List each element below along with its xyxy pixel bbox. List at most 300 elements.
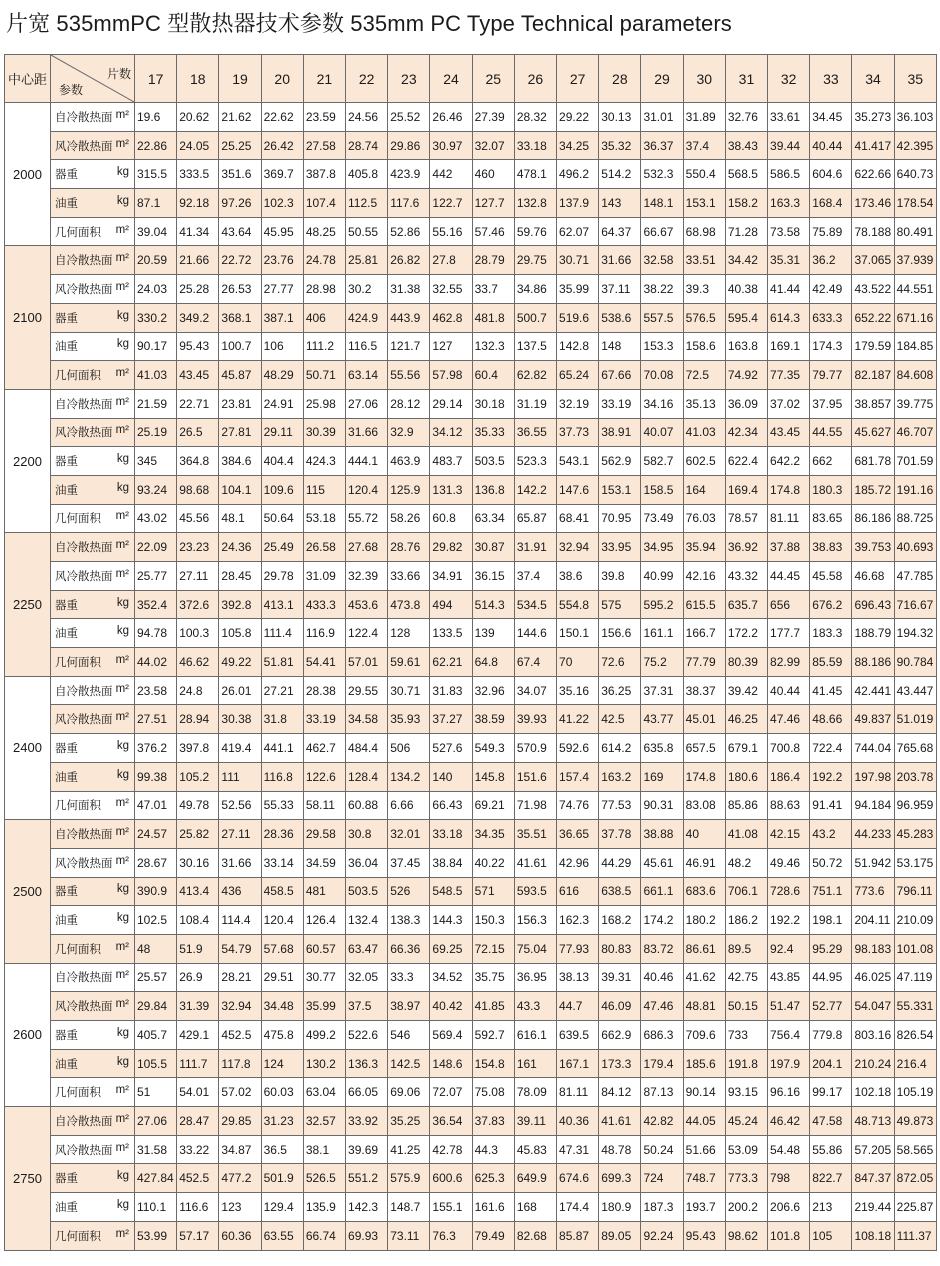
- value-cell: 36.54: [430, 1107, 472, 1136]
- param-unit: m²: [115, 1112, 129, 1125]
- table-row: [5, 475, 937, 504]
- value-cell: 53.175: [894, 848, 936, 877]
- value-cell: 33.3: [388, 963, 430, 992]
- value-cell: 41.22: [557, 705, 599, 734]
- value-cell: 20.59: [135, 246, 177, 275]
- value-cell: 462.8: [430, 303, 472, 332]
- value-cell: 163.2: [599, 762, 641, 791]
- value-cell: 158.2: [725, 189, 767, 218]
- value-cell: 107.4: [303, 189, 345, 218]
- value-cell: 39.31: [599, 963, 641, 992]
- param-unit: kg: [116, 309, 129, 322]
- param-unit: m²: [115, 108, 129, 121]
- param-unit: m²: [115, 223, 129, 236]
- value-cell: 48.81: [683, 992, 725, 1021]
- value-cell: 88.63: [768, 791, 810, 820]
- value-cell: 163.8: [725, 332, 767, 361]
- value-cell: 33.66: [388, 562, 430, 591]
- value-cell: 25.49: [261, 533, 303, 562]
- value-cell: 191.16: [894, 475, 936, 504]
- value-cell: 40.44: [768, 676, 810, 705]
- value-cell: 55.33: [261, 791, 303, 820]
- value-cell: 137.5: [514, 332, 556, 361]
- value-cell: 69.25: [430, 934, 472, 963]
- param-name: 风冷散热面: [55, 140, 113, 153]
- value-cell: 592.6: [557, 734, 599, 763]
- value-cell: 592.7: [472, 1021, 514, 1050]
- pieces-column-header: 24: [430, 55, 472, 103]
- value-cell: 50.24: [641, 1135, 683, 1164]
- value-cell: 70.08: [641, 361, 683, 390]
- value-cell: 38.43: [725, 131, 767, 160]
- value-cell: 36.37: [641, 131, 683, 160]
- pieces-column-header: 31: [725, 55, 767, 103]
- center-distance-cell: 2600: [5, 963, 51, 1106]
- value-cell: 63.14: [346, 361, 388, 390]
- value-cell: 32.39: [346, 562, 388, 591]
- value-cell: 204.1: [810, 1049, 852, 1078]
- value-cell: 57.68: [261, 934, 303, 963]
- value-cell: 82.187: [852, 361, 894, 390]
- param-cell: [51, 475, 135, 504]
- value-cell: 110.1: [135, 1193, 177, 1222]
- value-cell: 43.32: [725, 562, 767, 591]
- param-name: 器重: [55, 1173, 78, 1186]
- pieces-column-header: 21: [303, 55, 345, 103]
- value-cell: 33.92: [346, 1107, 388, 1136]
- value-cell: 63.55: [261, 1221, 303, 1250]
- value-cell: 187.3: [641, 1193, 683, 1222]
- value-cell: 41.08: [725, 820, 767, 849]
- value-cell: 111: [219, 762, 261, 791]
- param-cell: [51, 934, 135, 963]
- value-cell: 24.91: [261, 389, 303, 418]
- value-cell: 121.7: [388, 332, 430, 361]
- value-cell: 37.939: [894, 246, 936, 275]
- table-row: [5, 619, 937, 648]
- value-cell: 20.62: [177, 103, 219, 132]
- value-cell: 45.87: [219, 361, 261, 390]
- table-row: [5, 992, 937, 1021]
- value-cell: 87.13: [641, 1078, 683, 1107]
- value-cell: 37.4: [683, 131, 725, 160]
- value-cell: 185.6: [683, 1049, 725, 1078]
- param-unit: kg: [116, 338, 129, 351]
- value-cell: 198.1: [810, 906, 852, 935]
- value-cell: 45.24: [725, 1107, 767, 1136]
- value-cell: 657.5: [683, 734, 725, 763]
- value-cell: 29.58: [303, 820, 345, 849]
- pieces-column-header: 33: [810, 55, 852, 103]
- value-cell: 32.96: [472, 676, 514, 705]
- value-cell: 548.5: [430, 877, 472, 906]
- value-cell: 773.3: [725, 1164, 767, 1193]
- param-name: 几何面积: [55, 226, 101, 239]
- value-cell: 406: [303, 303, 345, 332]
- value-cell: 49.78: [177, 791, 219, 820]
- param-name: 器重: [55, 886, 78, 899]
- value-cell: 526: [388, 877, 430, 906]
- value-cell: 453.6: [346, 590, 388, 619]
- value-cell: 24.57: [135, 820, 177, 849]
- value-cell: 74.92: [725, 361, 767, 390]
- value-cell: 49.873: [894, 1107, 936, 1136]
- value-cell: 42.49: [810, 275, 852, 304]
- value-cell: 31.89: [683, 103, 725, 132]
- value-cell: 148.6: [430, 1049, 472, 1078]
- value-cell: 33.19: [599, 389, 641, 418]
- table-row: [5, 1135, 937, 1164]
- value-cell: 142.5: [388, 1049, 430, 1078]
- value-cell: 748.7: [683, 1164, 725, 1193]
- value-cell: 206.6: [768, 1193, 810, 1222]
- value-cell: 153.1: [599, 475, 641, 504]
- value-cell: 47.31: [557, 1135, 599, 1164]
- value-cell: 35.32: [599, 131, 641, 160]
- param-unit: m²: [115, 137, 129, 150]
- value-cell: 733: [725, 1021, 767, 1050]
- param-name: 几何面积: [55, 943, 101, 956]
- value-cell: 65.24: [557, 361, 599, 390]
- param-name: 油重: [55, 915, 78, 928]
- value-cell: 21.62: [219, 103, 261, 132]
- value-cell: 635.8: [641, 734, 683, 763]
- value-cell: 78.09: [514, 1078, 556, 1107]
- param-name: 风冷散热面: [55, 1144, 113, 1157]
- value-cell: 36.65: [557, 820, 599, 849]
- param-unit: m²: [115, 653, 129, 666]
- value-cell: 213: [810, 1193, 852, 1222]
- value-cell: 143: [599, 189, 641, 218]
- value-cell: 602.5: [683, 447, 725, 476]
- value-cell: 89.05: [599, 1221, 641, 1250]
- value-cell: 34.87: [219, 1135, 261, 1164]
- value-cell: 102.18: [852, 1078, 894, 1107]
- value-cell: 173.3: [599, 1049, 641, 1078]
- value-cell: 50.71: [303, 361, 345, 390]
- value-cell: 501.9: [261, 1164, 303, 1193]
- param-cell: [51, 1221, 135, 1250]
- value-cell: 86.186: [852, 504, 894, 533]
- value-cell: 166.7: [683, 619, 725, 648]
- param-cell: [51, 762, 135, 791]
- value-cell: 47.01: [135, 791, 177, 820]
- value-cell: 117.8: [219, 1049, 261, 1078]
- value-cell: 423.9: [388, 160, 430, 189]
- value-cell: 33.51: [683, 246, 725, 275]
- value-cell: 616: [557, 877, 599, 906]
- value-cell: 30.2: [346, 275, 388, 304]
- param-name: 几何面积: [55, 370, 101, 383]
- value-cell: 39.753: [852, 533, 894, 562]
- param-name: 自冷散热面: [55, 111, 113, 124]
- table-row: [5, 877, 937, 906]
- value-cell: 54.79: [219, 934, 261, 963]
- value-cell: 104.1: [219, 475, 261, 504]
- param-name: 器重: [55, 742, 78, 755]
- value-cell: 112.5: [346, 189, 388, 218]
- value-cell: 60.8: [430, 504, 472, 533]
- value-cell: 43.2: [810, 820, 852, 849]
- value-cell: 80.491: [894, 217, 936, 246]
- value-cell: 24.36: [219, 533, 261, 562]
- value-cell: 204.11: [852, 906, 894, 935]
- value-cell: 128: [388, 619, 430, 648]
- value-cell: 51.81: [261, 648, 303, 677]
- value-cell: 352.4: [135, 590, 177, 619]
- param-name: 几何面积: [55, 800, 101, 813]
- param-cell: [51, 1193, 135, 1222]
- value-cell: 614.3: [768, 303, 810, 332]
- value-cell: 34.86: [514, 275, 556, 304]
- value-cell: 34.59: [303, 848, 345, 877]
- value-cell: 168.4: [810, 189, 852, 218]
- value-cell: 35.31: [768, 246, 810, 275]
- value-cell: 37.95: [810, 389, 852, 418]
- value-cell: 131.3: [430, 475, 472, 504]
- param-name: 油重: [55, 628, 78, 641]
- value-cell: 130.2: [303, 1049, 345, 1078]
- value-cell: 45.56: [177, 504, 219, 533]
- value-cell: 102.3: [261, 189, 303, 218]
- value-cell: 473.8: [388, 590, 430, 619]
- value-cell: 28.36: [261, 820, 303, 849]
- table-row: [5, 1221, 937, 1250]
- value-cell: 34.07: [514, 676, 556, 705]
- param-cell: [51, 705, 135, 734]
- value-cell: 28.74: [346, 131, 388, 160]
- value-cell: 36.2: [810, 246, 852, 275]
- value-cell: 150.3: [472, 906, 514, 935]
- value-cell: 88.725: [894, 504, 936, 533]
- value-cell: 128.4: [346, 762, 388, 791]
- value-cell: 31.19: [514, 389, 556, 418]
- value-cell: 481: [303, 877, 345, 906]
- value-cell: 413.4: [177, 877, 219, 906]
- value-cell: 37.73: [557, 418, 599, 447]
- value-cell: 108.18: [852, 1221, 894, 1250]
- value-cell: 27.21: [261, 676, 303, 705]
- value-cell: 132.8: [514, 189, 556, 218]
- value-cell: 24.56: [346, 103, 388, 132]
- value-cell: 500.7: [514, 303, 556, 332]
- value-cell: 142.8: [557, 332, 599, 361]
- value-cell: 116.8: [261, 762, 303, 791]
- param-unit: m²: [115, 711, 129, 724]
- value-cell: 716.67: [894, 590, 936, 619]
- value-cell: 40.38: [725, 275, 767, 304]
- value-cell: 53.09: [725, 1135, 767, 1164]
- param-unit: m²: [115, 1084, 129, 1097]
- value-cell: 59.76: [514, 217, 556, 246]
- value-cell: 66.05: [346, 1078, 388, 1107]
- value-cell: 100.3: [177, 619, 219, 648]
- value-cell: 51.9: [177, 934, 219, 963]
- value-cell: 95.43: [177, 332, 219, 361]
- value-cell: 43.3: [514, 992, 556, 1021]
- pieces-column-header: 28: [599, 55, 641, 103]
- param-unit: m²: [115, 797, 129, 810]
- value-cell: 37.83: [472, 1107, 514, 1136]
- value-cell: 43.02: [135, 504, 177, 533]
- value-cell: 35.94: [683, 533, 725, 562]
- value-cell: 26.82: [388, 246, 430, 275]
- center-distance-cell: 2750: [5, 1107, 51, 1250]
- value-cell: 127.7: [472, 189, 514, 218]
- value-cell: 33.7: [472, 275, 514, 304]
- param-cell: [51, 361, 135, 390]
- value-cell: 441.1: [261, 734, 303, 763]
- value-cell: 23.23: [177, 533, 219, 562]
- param-unit: m²: [115, 539, 129, 552]
- param-cell: [51, 275, 135, 304]
- value-cell: 105.5: [135, 1049, 177, 1078]
- value-cell: 569.4: [430, 1021, 472, 1050]
- value-cell: 32.05: [346, 963, 388, 992]
- value-cell: 129.4: [261, 1193, 303, 1222]
- value-cell: 37.31: [641, 676, 683, 705]
- param-cell: [51, 103, 135, 132]
- param-name: 风冷散热面: [55, 427, 113, 440]
- value-cell: 83.65: [810, 504, 852, 533]
- value-cell: 39.93: [514, 705, 556, 734]
- value-cell: 124: [261, 1049, 303, 1078]
- value-cell: 463.9: [388, 447, 430, 476]
- value-cell: 35.273: [852, 103, 894, 132]
- table-row: [5, 361, 937, 390]
- pieces-column-header: 29: [641, 55, 683, 103]
- value-cell: 60.36: [219, 1221, 261, 1250]
- value-cell: 29.11: [261, 418, 303, 447]
- value-cell: 161.6: [472, 1193, 514, 1222]
- value-cell: 80.39: [725, 648, 767, 677]
- value-cell: 88.186: [852, 648, 894, 677]
- value-cell: 29.14: [430, 389, 472, 418]
- value-cell: 138.3: [388, 906, 430, 935]
- value-cell: 534.5: [514, 590, 556, 619]
- param-unit: m²: [115, 1141, 129, 1154]
- value-cell: 155.1: [430, 1193, 472, 1222]
- value-cell: 92.24: [641, 1221, 683, 1250]
- value-cell: 147.6: [557, 475, 599, 504]
- value-cell: 192.2: [810, 762, 852, 791]
- value-cell: 41.03: [683, 418, 725, 447]
- param-name: 几何面积: [55, 656, 101, 669]
- value-cell: 392.8: [219, 590, 261, 619]
- table-row: [5, 217, 937, 246]
- value-cell: 34.95: [641, 533, 683, 562]
- value-cell: 76.03: [683, 504, 725, 533]
- value-cell: 384.6: [219, 447, 261, 476]
- value-cell: 87.1: [135, 189, 177, 218]
- value-cell: 35.75: [472, 963, 514, 992]
- value-cell: 34.48: [261, 992, 303, 1021]
- param-label: 参数: [59, 83, 84, 97]
- value-cell: 351.6: [219, 160, 261, 189]
- value-cell: 65.87: [514, 504, 556, 533]
- value-cell: 41.61: [514, 848, 556, 877]
- param-name: 油重: [55, 341, 78, 354]
- value-cell: 30.71: [388, 676, 430, 705]
- value-cell: 349.2: [177, 303, 219, 332]
- table-row: [5, 648, 937, 677]
- value-cell: 148.1: [641, 189, 683, 218]
- value-cell: 194.32: [894, 619, 936, 648]
- value-cell: 62.82: [514, 361, 556, 390]
- value-cell: 728.6: [768, 877, 810, 906]
- value-cell: 123: [219, 1193, 261, 1222]
- value-cell: 40.693: [894, 533, 936, 562]
- value-cell: 89.5: [725, 934, 767, 963]
- value-cell: 369.7: [261, 160, 303, 189]
- value-cell: 35.13: [683, 389, 725, 418]
- value-cell: 105.2: [177, 762, 219, 791]
- table-row: [5, 303, 937, 332]
- value-cell: 390.9: [135, 877, 177, 906]
- value-cell: 405.7: [135, 1021, 177, 1050]
- value-cell: 42.75: [725, 963, 767, 992]
- value-cell: 98.68: [177, 475, 219, 504]
- value-cell: 45.283: [894, 820, 936, 849]
- value-cell: 538.6: [599, 303, 641, 332]
- value-cell: 756.4: [768, 1021, 810, 1050]
- value-cell: 210.24: [852, 1049, 894, 1078]
- value-cell: 161.1: [641, 619, 683, 648]
- value-cell: 105.19: [894, 1078, 936, 1107]
- value-cell: 93.24: [135, 475, 177, 504]
- value-cell: 35.16: [557, 676, 599, 705]
- value-cell: 73.11: [388, 1221, 430, 1250]
- value-cell: 173.46: [852, 189, 894, 218]
- value-cell: 543.1: [557, 447, 599, 476]
- value-cell: 32.19: [557, 389, 599, 418]
- value-cell: 197.9: [768, 1049, 810, 1078]
- value-cell: 557.5: [641, 303, 683, 332]
- value-cell: 79.49: [472, 1221, 514, 1250]
- value-cell: 522.6: [346, 1021, 388, 1050]
- value-cell: 183.3: [810, 619, 852, 648]
- value-cell: 483.7: [430, 447, 472, 476]
- value-cell: 28.67: [135, 848, 177, 877]
- value-cell: 52.77: [810, 992, 852, 1021]
- value-cell: 91.41: [810, 791, 852, 820]
- value-cell: 31.01: [641, 103, 683, 132]
- value-cell: 28.32: [514, 103, 556, 132]
- value-cell: 31.66: [346, 418, 388, 447]
- value-cell: 37.11: [599, 275, 641, 304]
- value-cell: 67.4: [514, 648, 556, 677]
- value-cell: 575.9: [388, 1164, 430, 1193]
- value-cell: 32.9: [388, 418, 430, 447]
- value-cell: 28.98: [303, 275, 345, 304]
- value-cell: 38.6: [557, 562, 599, 591]
- value-cell: 86.61: [683, 934, 725, 963]
- table-row: [5, 762, 937, 791]
- value-cell: 444.1: [346, 447, 388, 476]
- value-cell: 158.6: [683, 332, 725, 361]
- center-distance-cell: 2100: [5, 246, 51, 389]
- value-cell: 136.8: [472, 475, 514, 504]
- value-cell: 122.6: [303, 762, 345, 791]
- value-cell: 53.18: [303, 504, 345, 533]
- value-cell: 33.61: [768, 103, 810, 132]
- value-cell: 82.99: [768, 648, 810, 677]
- value-cell: 52.56: [219, 791, 261, 820]
- value-cell: 139: [472, 619, 514, 648]
- value-cell: 31.23: [261, 1107, 303, 1136]
- param-cell: [51, 389, 135, 418]
- table-row: [5, 1164, 937, 1193]
